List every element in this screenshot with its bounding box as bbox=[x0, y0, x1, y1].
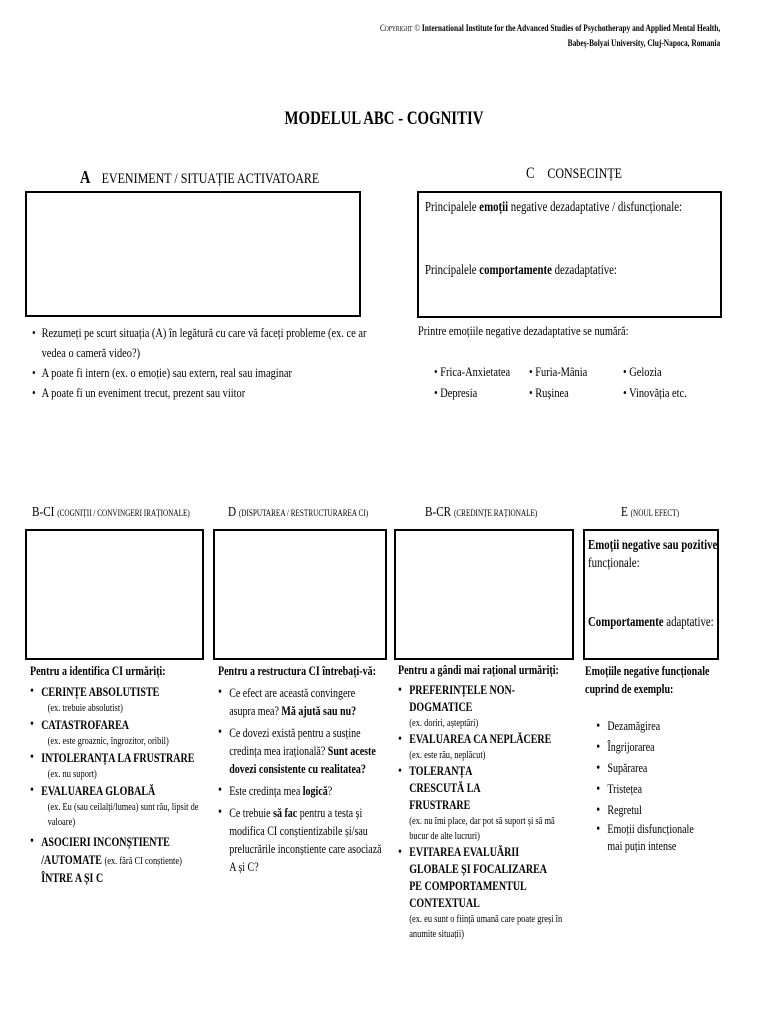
e-item: • Îngrijorarea bbox=[596, 737, 713, 758]
bcr-header bbox=[425, 505, 537, 521]
c-emotions-prompt bbox=[425, 199, 682, 215]
bcr-item-title: EVALUAREA CA NEPLĂCERE bbox=[409, 732, 552, 746]
e-emotions-post: funcționale: bbox=[588, 555, 640, 570]
section-a-header bbox=[80, 167, 319, 188]
e-letter: E bbox=[621, 505, 628, 520]
copyright-line2: Babeș-Bolyai University, Cluj-Napoca, Romania bbox=[567, 39, 720, 49]
c-behaviors-prompt bbox=[425, 262, 617, 278]
d-q2-pre: Ce dovezi există pentru a susține credința mea irațională? bbox=[229, 726, 361, 758]
c-emotion-item: • Rușinea bbox=[529, 385, 569, 400]
section-c-input-box[interactable] bbox=[417, 191, 722, 318]
d-question bbox=[218, 804, 382, 876]
d-question bbox=[218, 724, 382, 778]
e-heading: Emoțiile negative funcționale cuprind de exemplu: bbox=[585, 664, 710, 696]
e-behaviors-post: adaptative: bbox=[663, 614, 714, 629]
section-c-header bbox=[526, 165, 622, 183]
e-item: • Emoții disfuncționale mai puțin intense bbox=[596, 821, 703, 855]
d-q3-bold: logică bbox=[302, 784, 328, 798]
bci-letter: B-CI bbox=[32, 505, 55, 520]
bcr-item-example: (ex. nu îmi place, dar pot să suport și să mă bucur de alte lucruri) bbox=[409, 816, 555, 842]
c-emotion-label: Rușinea bbox=[535, 385, 569, 400]
bcr-item-title: TOLERANȚA CRESCUTĂ LA FRUSTRARE bbox=[409, 764, 481, 812]
page-title: MODELUL ABC - COGNITIV bbox=[284, 108, 484, 129]
e-input-box[interactable] bbox=[583, 529, 719, 660]
c-emotion-item: • Depresia bbox=[434, 385, 478, 400]
c-emotion-label: Vinovăția etc. bbox=[629, 385, 687, 400]
section-a-letter: A bbox=[80, 167, 91, 187]
e-emotions-prompt bbox=[588, 536, 717, 572]
c-emotions-intro: Printre emoțiile negative dezadaptative se numără: bbox=[418, 323, 629, 338]
section-a-input-box[interactable] bbox=[25, 191, 361, 317]
d-question bbox=[218, 782, 382, 800]
bcr-item-title: PREFERINȚELE NON-DOGMATICE bbox=[409, 683, 516, 714]
c-emotion-item: • Gelozia bbox=[623, 364, 662, 379]
d-question bbox=[218, 684, 382, 720]
bci-item-example: (ex. este groaznic, îngrozitor, oribil) bbox=[47, 736, 169, 747]
e-behaviors-bold: Comportamente bbox=[588, 614, 664, 629]
d-q4-bold: să fac bbox=[273, 806, 298, 820]
d-q3-post: ? bbox=[327, 784, 333, 798]
d-q1-bold: Mă ajută sau nu? bbox=[281, 704, 357, 718]
bci-label: (COGNIȚII / CONVINGERI IRAȚIONALE) bbox=[57, 508, 190, 518]
e-item: • Regretul bbox=[596, 800, 713, 821]
bci-item-example: (ex. trebuie absolutist) bbox=[47, 703, 123, 714]
bcr-item-example: (ex. doriri, așteptări) bbox=[409, 718, 479, 729]
section-a-notes bbox=[32, 323, 384, 403]
bcr-heading: Pentru a gândi mai rațional urmăriți: bbox=[398, 663, 559, 677]
e-item: • Tristețea bbox=[596, 779, 713, 800]
e-item: • Supărarea bbox=[596, 758, 713, 779]
d-heading: Pentru a restructura CI întrebați-vă: bbox=[218, 664, 376, 678]
bci-item-title: CERINȚE ABSOLUTISTE bbox=[41, 685, 160, 699]
a-note-item: • A poate fi intern (ex. o emoție) sau extern, real sau imaginar bbox=[32, 363, 384, 383]
bci-item-example: (ex. Eu (sau ceilalți/lumea) sunt rău, lipsit de valoare) bbox=[47, 802, 199, 828]
section-a-label: EVENIMENT / SITUAȚIE ACTIVATOARE bbox=[101, 171, 320, 187]
bci-heading: Pentru a identifica CI urmăriți: bbox=[30, 664, 166, 678]
bci-item-title: EVALUAREA GLOBALĂ bbox=[41, 784, 156, 798]
a-note-item: • Rezumeți pe scurt situația (A) în legătură cu care vă faceți probleme (ex. ce ar vedea o cameră video?) bbox=[32, 323, 370, 363]
bci-header bbox=[32, 505, 190, 521]
bci-input-box[interactable] bbox=[25, 529, 204, 660]
c-emotion-label: Gelozia bbox=[629, 364, 662, 379]
c-emotion-label: Furia-Mânia bbox=[535, 364, 588, 379]
c-behaviors-post: dezadaptative: bbox=[551, 262, 617, 277]
bci-item-title: INTOLERANȚA LA FRUSTRARE bbox=[41, 751, 195, 765]
c-emotion-item: • Vinovăția etc. bbox=[623, 385, 687, 400]
copyright-prefix: Copyright © bbox=[379, 24, 420, 34]
bci-item-title: CATASTROFAREA bbox=[41, 718, 129, 732]
section-c-label: CONSECINȚE bbox=[547, 166, 623, 182]
d-input-box[interactable] bbox=[213, 529, 387, 660]
c-emotion-label: Frica-Anxietatea bbox=[440, 364, 511, 379]
c-emotions-post: negative dezadaptative / disfuncționale: bbox=[508, 199, 683, 214]
d-q1-pre: Ce efect are această convingere asupra mea? bbox=[229, 686, 356, 718]
bci-item-example: (ex. fără CI conștiente) bbox=[104, 856, 182, 867]
e-item: • Dezamăgirea bbox=[596, 716, 713, 737]
c-emotion-label: Depresia bbox=[440, 385, 478, 400]
e-label: (NOUL EFECT) bbox=[630, 508, 679, 518]
e-behaviors-prompt bbox=[588, 614, 714, 630]
e-emotions-bold: Emoții negative sau pozitive bbox=[588, 537, 718, 552]
c-emotion-item: • Furia-Mânia bbox=[529, 364, 588, 379]
c-emotions-pre: Principalele bbox=[425, 199, 480, 214]
bcr-column bbox=[398, 662, 566, 942]
bci-item-title: ASOCIERI INCONȘTIENTE /AUTOMATE bbox=[41, 835, 170, 867]
d-q4-post: pentru a testa și modifica CI conștientizabile și/sau prelucrările inconștiente care asociază A și C? bbox=[229, 806, 382, 874]
d-column bbox=[218, 662, 382, 876]
section-c-letter: C bbox=[526, 165, 535, 182]
c-emotion-item: • Frica-Anxietatea bbox=[434, 364, 511, 379]
d-letter: D bbox=[228, 505, 237, 520]
c-behaviors-pre: Principalele bbox=[425, 262, 480, 277]
bci-column bbox=[30, 662, 208, 887]
e-column bbox=[585, 662, 713, 855]
c-behaviors-bold: comportamente bbox=[479, 262, 552, 277]
bci-item-example: (ex. nu suport) bbox=[47, 769, 97, 780]
bcr-item-example: (ex. este rău, neplăcut) bbox=[409, 750, 486, 761]
c-emotions-bold: emoții bbox=[479, 199, 509, 214]
copyright-line1: International Institute for the Advanced Studies of Psychotherapy and Applied Mental Health, bbox=[421, 24, 720, 34]
d-q2-bold: Sunt aceste dovezi consistente cu realitatea? bbox=[229, 744, 376, 776]
d-q4-pre: Ce trebuie bbox=[229, 806, 274, 820]
bcr-letter: B-CR bbox=[425, 505, 452, 520]
bcr-item-title: EVITAREA EVALUĂRII GLOBALE ȘI FOCALIZAREA PE COMPORTAMENTUL CONTEXTUAL bbox=[409, 845, 547, 910]
bcr-item-example: (ex. eu sunt o ființă umană care poate greși în anumite situații) bbox=[409, 914, 563, 940]
e-header bbox=[621, 505, 679, 521]
bcr-label: (CREDINȚE RAȚIONALE) bbox=[453, 508, 538, 518]
d-q3-pre: Este credința mea bbox=[229, 784, 303, 798]
copyright-notice bbox=[380, 22, 720, 52]
a-note-item: • A poate fi un eveniment trecut, prezent sau viitor bbox=[32, 383, 384, 403]
d-label: (DISPUTAREA / RESTRUCTURAREA CI) bbox=[238, 508, 369, 518]
bci-item-tail: ÎNTRE A ȘI C bbox=[41, 871, 104, 885]
d-header bbox=[228, 505, 368, 521]
bcr-input-box[interactable] bbox=[394, 529, 574, 660]
